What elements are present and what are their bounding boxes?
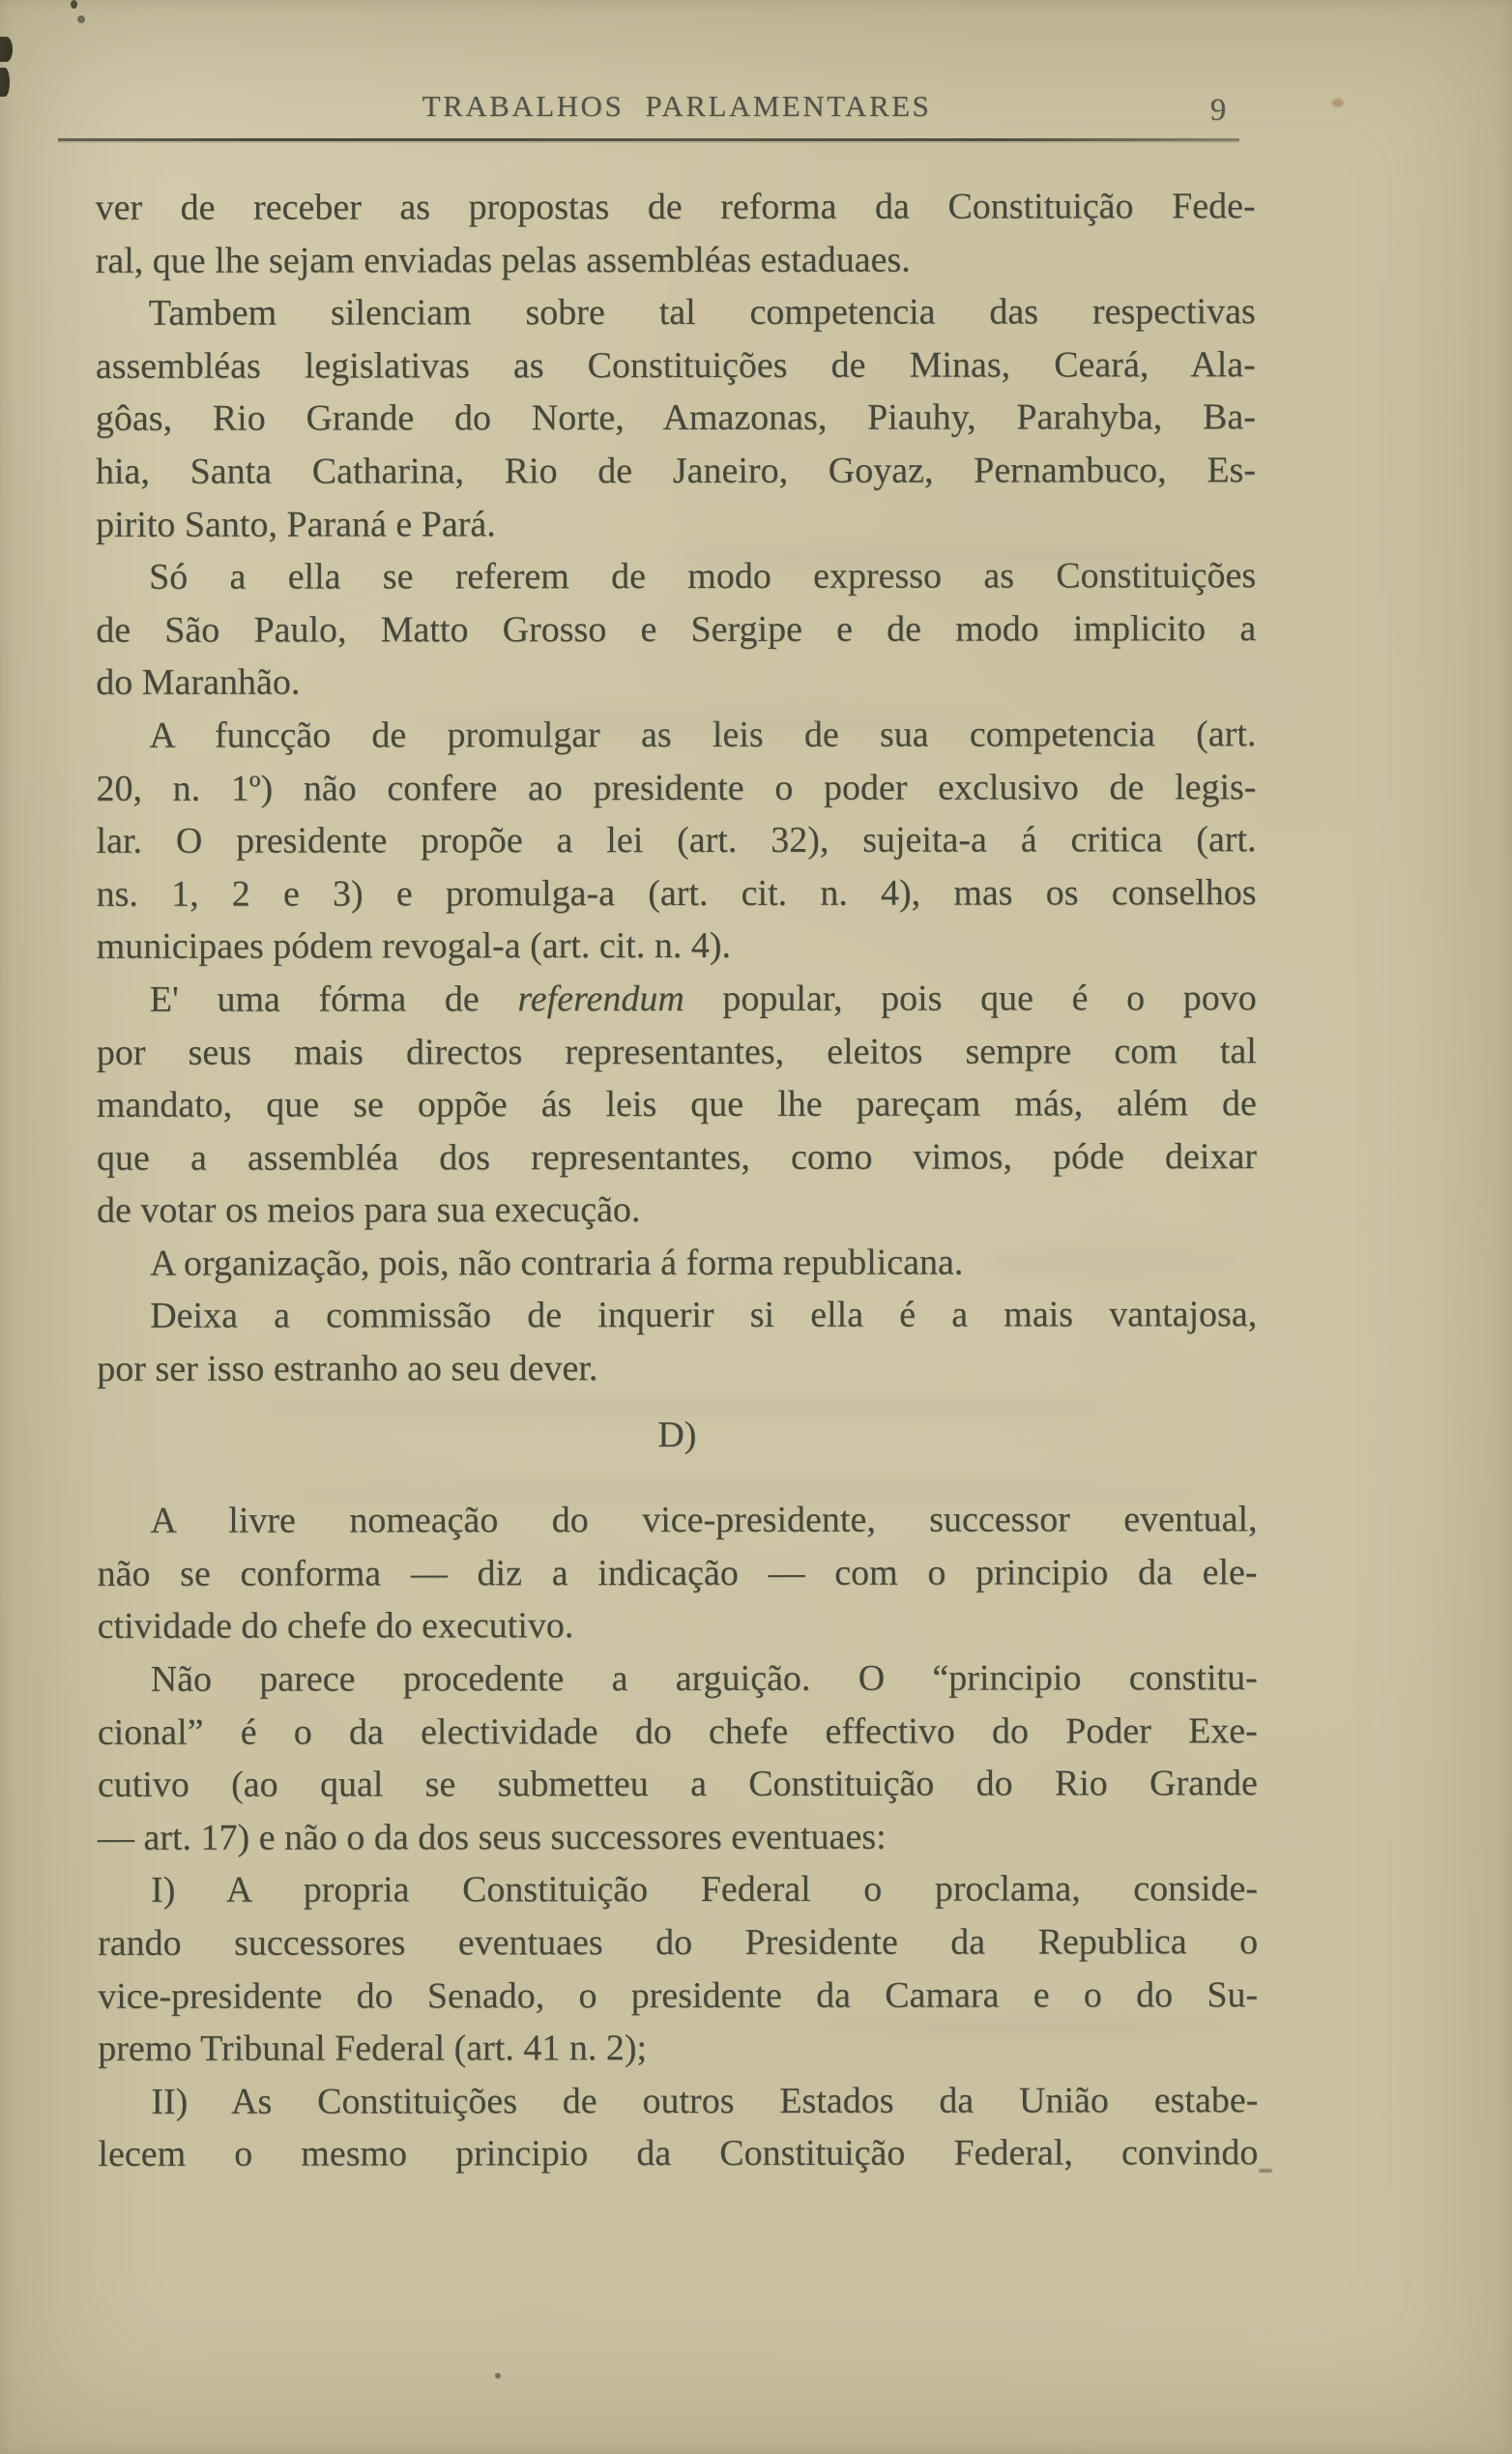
- text-line: lar. O presidente propõe a lei (art. 32), sujeita-a á critica (art.: [96, 819, 1257, 862]
- running-title: TRABALHOS PARLAMENTARES: [422, 89, 932, 123]
- section-heading: D): [657, 1414, 697, 1455]
- paragraph: [97, 1493, 1257, 1652]
- page-number: 9: [1209, 93, 1227, 128]
- paragraph: [97, 972, 1257, 1238]
- text-line: por ser isso estranho ao seu dever.: [97, 1348, 598, 1389]
- paper-speck: [71, 0, 77, 9]
- header-rule: [58, 138, 1239, 141]
- text-line: hia, Santa Catharina, Rio de Janeiro, Goyaz, Pernambuco, Es-: [95, 450, 1257, 492]
- page-body: [96, 180, 1259, 2181]
- text-line: lecem o mesmo principio da Constituição Federal, convindo: [98, 2132, 1259, 2176]
- text-line: — art. 17) e não o da dos seus successores eventuaes:: [97, 1816, 887, 1858]
- scan-edge-mark: [0, 68, 10, 97]
- text-line: Tambem silenciam sobre tal competencia das respectivas: [148, 291, 1256, 334]
- paragraph: [98, 1863, 1258, 2076]
- text-line: A funcção de promulgar as leis de sua competencia (art.: [149, 714, 1257, 756]
- text-line: II) As Constituições de outros Estados da União estabe-: [151, 2079, 1259, 2122]
- text-line: ral, que lhe sejam enviadas pelas assembléas estaduaes.: [95, 239, 911, 281]
- text-line: mandato, que se oppõe ás leis que lhe pareçam más, além de: [96, 1083, 1257, 1125]
- paragraph: [96, 285, 1256, 551]
- text-line: ver de receber as propostas de reforma da Constituição Fede-: [95, 186, 1256, 228]
- paper-speck: [495, 2373, 501, 2379]
- scan-edge-mark: [0, 37, 13, 62]
- text-line: que a assembléa dos representantes, como vimos, póde deixar: [96, 1135, 1257, 1179]
- text-line: A organização, pois, não contraria á forma republicana.: [150, 1242, 964, 1284]
- text-line: gôas, Rio Grande do Norte, Amazonas, Piauhy, Parahyba, Ba-: [95, 396, 1256, 440]
- paragraph: [96, 549, 1256, 709]
- text-line: Deixa a commissão de inquerir si ella é a mais vantajosa,: [150, 1294, 1258, 1337]
- paragraph: [96, 180, 1256, 287]
- text-line: não se conforma — diz a indicação — com o principio da ele-: [97, 1552, 1258, 1594]
- paragraph: [98, 1651, 1258, 1864]
- text-line: de votar os meios para sua execução.: [97, 1189, 641, 1232]
- text-line: Só a ella se referem de modo expresso as Constituições: [149, 555, 1257, 598]
- text-line: do Maranhão.: [96, 661, 301, 704]
- text-line: por seus mais directos representantes, eleitos sempre com tal: [96, 1030, 1257, 1073]
- text-line: ns. 1, 2 e 3) e promulga-a (art. cit. n. 4), mas os conselhos: [96, 871, 1257, 915]
- paragraph: [98, 2074, 1258, 2181]
- text-line: assembléas legislativas as Constituições de Minas, Ceará, Ala-: [95, 343, 1256, 387]
- text-line: vice-presidente do Senado, o presidente da Camara e o do Su-: [98, 1973, 1259, 2017]
- paragraph: [97, 1236, 1257, 1290]
- paragraph: [97, 1289, 1257, 1396]
- text-line: municipaes pódem revogal-a (art. cit. n. 4).: [96, 925, 732, 968]
- text-line: premo Tribunal Federal (art. 41 n. 2);: [98, 2028, 648, 2070]
- paper-speck: [77, 15, 85, 23]
- text-line: I) A propria Constituição Federal o proclama, conside-: [150, 1868, 1259, 1912]
- paragraph: [96, 708, 1256, 974]
- text-line: Não parece procedente a arguição. O “principio constitu-: [150, 1657, 1258, 1700]
- paper-stain: [1332, 99, 1344, 107]
- text-line: pirito Santo, Paraná e Pará.: [96, 503, 496, 545]
- text-line: 20, n. 1º) não confere ao presidente o poder exclusivo de legis-: [96, 766, 1257, 809]
- text-line: cional” é o da electividade do chefe effectivo do Poder Exe-: [97, 1709, 1258, 1753]
- text-line: de São Paulo, Matto Grosso e Sergipe e de modo implicito a: [96, 607, 1257, 651]
- text-line: E' uma fórma de referendum popular, pois que é o povo: [149, 978, 1257, 1020]
- text-line: cutivo (ao qual se submetteu a Constituição do Rio Grande: [97, 1763, 1258, 1806]
- text-line: ctividade do chefe do executivo.: [97, 1605, 574, 1648]
- ink-tail-mark: [1259, 2169, 1272, 2173]
- text-line: A livre nomeação do vice-presidente, successor eventual,: [150, 1499, 1258, 1542]
- text-line: rando successores eventuaes do Presidente da Republica o: [98, 1921, 1259, 1964]
